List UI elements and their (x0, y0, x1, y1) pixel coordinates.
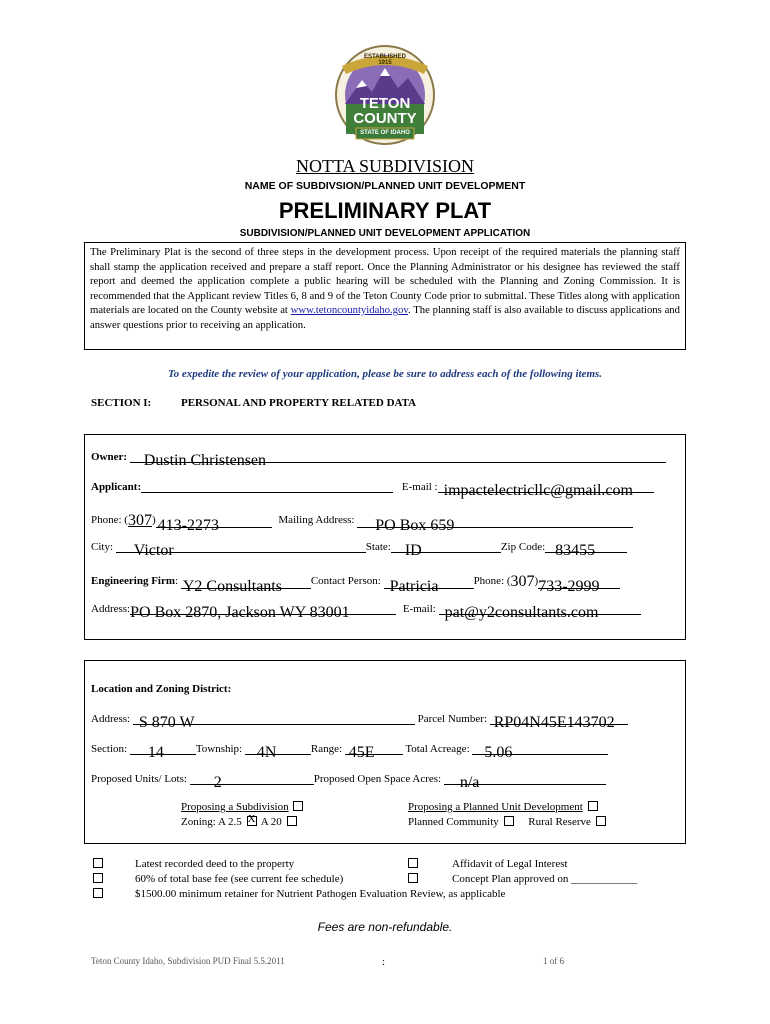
email-label: E-mail : (401, 481, 438, 493)
location-address-field[interactable]: S 870 W (138, 714, 195, 731)
proposing-subdivision-label: Proposing a Subdivision (181, 801, 289, 813)
deed-checkbox[interactable] (93, 858, 103, 868)
proposing-subdivision (181, 801, 305, 813)
teton-county-logo (334, 44, 436, 146)
deed-label: Latest recorded deed to the property (135, 858, 295, 870)
units-label: Proposed Units/ Lots: (91, 773, 187, 785)
owner-field[interactable]: Dustin Christensen (143, 452, 267, 469)
proposing-pud-label: Proposing a Planned Unit Development (408, 801, 583, 813)
city-field[interactable]: Victor (133, 542, 174, 559)
base-fee-checkbox[interactable] (93, 873, 103, 883)
engineering-row: Engineering Firm: Y2 Consultants Contact Person: Patricia Phone: (307)733-2999 (91, 571, 620, 589)
phone-row: Phone: (307) 413-2273 Mailing Address: PO Box 659 (91, 510, 633, 528)
eng-email-field[interactable]: pat@y2consultants.com (444, 604, 599, 621)
checklist-row-2b (406, 873, 638, 885)
location-address-row (91, 712, 628, 731)
affidavit-label: Affidavit of Legal Interest (452, 858, 568, 870)
township-label: Township: (195, 743, 243, 755)
state-label: State: (365, 541, 391, 553)
page-number: 1 of 6 (543, 956, 564, 966)
zip-label: Zip Code: (500, 541, 546, 553)
planned-community-checkbox[interactable] (504, 816, 514, 826)
phone-label: Phone: ( (91, 514, 128, 526)
intro-box (84, 242, 686, 350)
website-link[interactable]: www.tetoncountyidaho.gov (290, 304, 409, 316)
eng-address-field[interactable]: PO Box 2870, Jackson WY 83001 (130, 604, 350, 621)
email-field[interactable]: impactelectricllc@gmail.com (443, 482, 633, 499)
intro-text-end: . The planning staff is also available to discuss applications and answer questions prior to receiving an application. (90, 304, 680, 331)
checklist-row-1 (91, 858, 295, 870)
zoning-a20-checkbox[interactable] (287, 816, 297, 826)
acreage-field[interactable]: 5.06 (484, 744, 513, 761)
acreage-label: Total Acreage: (405, 743, 470, 755)
checklist-row-1b (406, 858, 568, 870)
zoning-row (181, 813, 299, 828)
logo-name-line1: TETON (359, 95, 411, 112)
engineering-label: Engineering Firm (91, 575, 176, 587)
rural-reserve-checkbox[interactable] (596, 816, 606, 826)
applicant-row (91, 480, 654, 499)
fees-note: Fees are non-refundable. (317, 920, 453, 934)
mailing-field[interactable]: PO Box 659 (375, 517, 455, 534)
eng-phone-area-field[interactable]: 307 (510, 573, 535, 590)
base-fee-label: 60% of total base fee (see current fee schedule) (135, 873, 344, 885)
concept-plan-checkbox[interactable] (408, 873, 418, 883)
section-field[interactable]: 14 (147, 744, 164, 761)
owner-label: Owner: (91, 451, 128, 463)
applicant-field[interactable] (141, 480, 393, 493)
eng-email-label: E-mail: (402, 603, 436, 615)
units-field[interactable]: 2 (213, 774, 222, 791)
zoning-a25-mark: X (247, 813, 256, 825)
logo-top-banner: ESTABLISHED 1915 (364, 54, 406, 66)
footer-left: Teton County Idaho, Subdivision PUD Final 5.5.2011 (91, 956, 285, 966)
section-field-label: Section: (91, 743, 128, 755)
zoning-a25-checkbox[interactable] (247, 813, 257, 826)
eng-phone-label: Phone: ( (473, 575, 511, 587)
checklist-row-2 (91, 873, 344, 885)
range-label: Range: (310, 743, 343, 755)
applicant-label: Applicant: (91, 481, 142, 493)
engineering-firm-field[interactable]: Y2 Consultants (182, 578, 282, 595)
checklist-row-3 (91, 888, 506, 900)
open-space-field[interactable]: n/a (459, 774, 480, 791)
phone-area-field[interactable]: 307 (127, 512, 152, 529)
section-township-row (91, 742, 608, 761)
owner-row (91, 450, 666, 469)
zip-field[interactable]: 83455 (555, 542, 596, 559)
section-title: PERSONAL AND PROPERTY RELATED DATA (181, 397, 417, 409)
page-subtitle: SUBDIVISION/PLANNED UNIT DEVELOPMENT APPLICATION (239, 228, 531, 239)
contact-field[interactable]: Patricia (389, 578, 439, 595)
pud-type-row (408, 816, 608, 828)
intro-text-start: The Preliminary Plat is the second of three steps in the development process. Upon receipt of the required materials the planning staff shall stamp the application received and prepare a staff report. Once the Planning Administrator or his designee has reviewed the staff report and deemed the application complete a public hearing will be scheduled with the Planning and Zoning Commission. It is recommended that the Applicant review Titles 6, 8 and 9 of the Teton County Code prior to submittal. These Titles along with application materials are located on the County website at (90, 246, 680, 316)
planned-community-label: Planned Community (408, 816, 499, 828)
parcel-label: Parcel Number: (417, 713, 487, 725)
proposing-pud-checkbox[interactable] (588, 801, 598, 811)
eng-address-label: Address: (91, 603, 131, 615)
footer-middle: : (382, 956, 386, 968)
location-heading: Location and Zoning District: (91, 683, 232, 695)
units-row (91, 772, 606, 791)
location-address-label: Address: (91, 713, 131, 725)
logo-name-line2: COUNTY (353, 110, 417, 127)
rural-reserve-label: Rural Reserve (528, 816, 591, 828)
proposing-subdivision-checkbox[interactable] (293, 801, 303, 811)
township-field[interactable]: 4N (256, 744, 277, 761)
open-space-label: Proposed Open Space Acres: (313, 773, 442, 785)
retainer-checkbox[interactable] (93, 888, 103, 898)
page-title: PRELIMINARY PLAT (278, 198, 492, 223)
section-label: SECTION I: (91, 397, 152, 409)
zoning-a20-label: A 20 (260, 816, 282, 828)
zoning-label: Zoning: A 2.5 (181, 816, 242, 828)
affidavit-checkbox[interactable] (408, 858, 418, 868)
city-label: City: (91, 541, 114, 553)
city-row (91, 540, 627, 559)
contact-label: Contact Person: (310, 575, 381, 587)
state-field[interactable]: ID (404, 542, 422, 559)
phone-number-field[interactable]: 413-2273 (157, 517, 219, 534)
logo-bottom-banner: STATE OF IDAHO (360, 130, 410, 136)
concept-plan-label: Concept Plan approved on ____________ (452, 873, 638, 885)
eng-address-row (91, 602, 641, 621)
range-field[interactable]: 45E (348, 744, 375, 761)
subdivision-name-caption: NAME OF SUBDIVSION/PLANNED UNIT DEVELOPMENT (244, 180, 526, 192)
eng-phone-number-field[interactable]: 733-2999 (538, 578, 600, 595)
parcel-field[interactable]: RP04N45E143702 (493, 714, 615, 731)
expedite-note: To expedite the review of your application, please be sure to address each of the following items. (167, 368, 603, 380)
subdivision-name: NOTTA SUBDIVISION (295, 156, 475, 176)
proposing-pud (408, 801, 600, 813)
mailing-label: Mailing Address: (278, 514, 355, 526)
retainer-label: $1500.00 minimum retainer for Nutrient Pathogen Evaluation Review, as applicable (135, 888, 506, 900)
